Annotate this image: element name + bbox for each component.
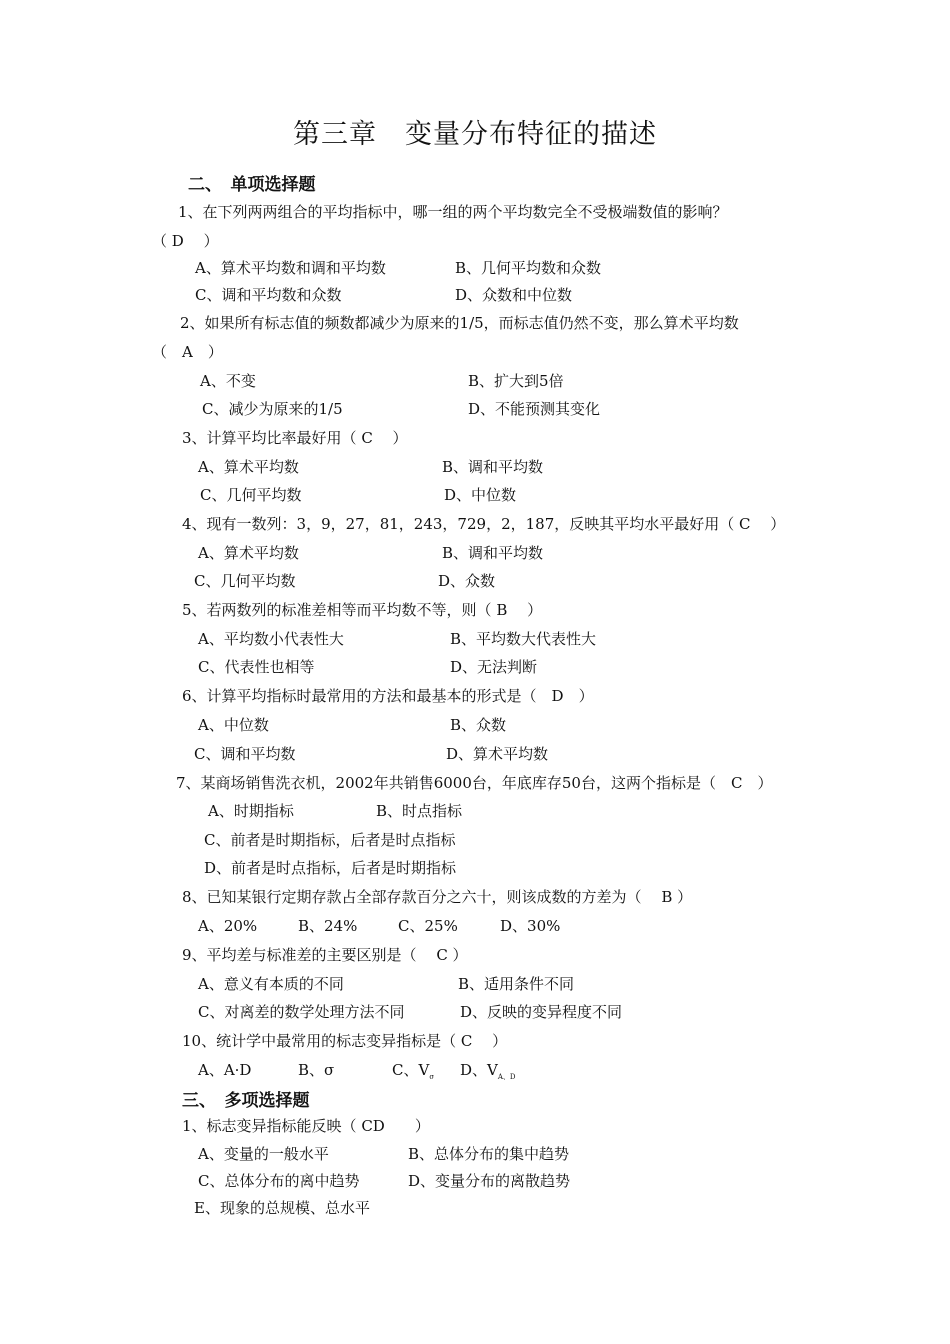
question-2-option-d: D、不能预测其变化 bbox=[468, 400, 601, 418]
question-8-option-a: A、20% bbox=[198, 917, 258, 935]
question-10-option-c-label: C、V bbox=[392, 1061, 430, 1079]
question-2-text: 2、如果所有标志值的频数都减少为原来的1/5，而标志值仍然不变，那么算术平均数 bbox=[180, 314, 739, 332]
question-5-option-a: A、平均数小代表性大 bbox=[198, 630, 344, 648]
question-7-option-c: C、前者是时期指标，后者是时点指标 bbox=[204, 831, 456, 849]
question-7-option-b: B、时点指标 bbox=[376, 802, 463, 820]
question-1-option-d: D、众数和中位数 bbox=[455, 286, 573, 304]
section-heading-single-choice: 二、 单项选择题 bbox=[188, 175, 316, 195]
question-6-text: 6、计算平均指标时最常用的方法和最基本的形式是（ D ） bbox=[182, 687, 594, 705]
question-9-text: 9、平均差与标准差的主要区别是（ C ） bbox=[182, 946, 468, 964]
question-4-option-c: C、几何平均数 bbox=[194, 572, 296, 590]
multi-question-1-option-a: A、变量的一般水平 bbox=[198, 1145, 329, 1163]
question-6-option-c: C、调和平均数 bbox=[194, 745, 296, 763]
question-10-option-c bbox=[392, 1060, 434, 1087]
question-8-option-d: D、30% bbox=[500, 917, 561, 935]
question-8-option-c: C、25% bbox=[398, 917, 458, 935]
question-2-answer: （ A ） bbox=[152, 343, 223, 361]
multi-question-1-text: 1、标志变异指标能反映（ CD ） bbox=[182, 1117, 430, 1135]
question-1-text: 1、在下列两两组合的平均指标中，哪一组的两个平均数完全不受极端数值的影响？ bbox=[178, 203, 728, 221]
question-9-option-c: C、对离差的数学处理方法不同 bbox=[198, 1003, 405, 1021]
question-9-option-d: D、反映的变异程度不同 bbox=[460, 1003, 623, 1021]
chapter-title: 第三章 变量分布特征的描述 bbox=[293, 119, 657, 150]
question-9-option-a: A、意义有本质的不同 bbox=[198, 975, 344, 993]
question-10-option-b: B、σ bbox=[298, 1061, 335, 1079]
question-7-option-a: A、时期指标 bbox=[208, 802, 294, 820]
question-9-option-b: B、适用条件不同 bbox=[458, 975, 575, 993]
question-4-option-d: D、众数 bbox=[438, 572, 496, 590]
question-3-option-a: A、算术平均数 bbox=[198, 458, 299, 476]
question-7-option-d: D、前者是时点指标，后者是时期指标 bbox=[204, 859, 457, 877]
question-5-text: 5、若两数列的标准差相等而平均数不等，则（ B ） bbox=[182, 601, 543, 619]
question-8-text: 8、已知某银行定期存款占全部存款百分之六十，则该成数的方差为（ B ） bbox=[182, 888, 693, 906]
question-10-text: 10、统计学中最常用的标志变异指标是（ C ） bbox=[182, 1032, 508, 1050]
question-10-option-a: A、A·D bbox=[198, 1061, 252, 1079]
question-4-text: 4、现有一数列：3，9，27，81，243，729，2，187，反映其平均水平最好用（ C ） bbox=[182, 515, 786, 533]
question-5-option-b: B、平均数大代表性大 bbox=[450, 630, 597, 648]
question-4-option-a: A、算术平均数 bbox=[198, 544, 299, 562]
question-5-option-d: D、无法判断 bbox=[450, 658, 538, 676]
question-1-option-b: B、几何平均数和众数 bbox=[455, 259, 602, 277]
question-4-option-b: B、调和平均数 bbox=[442, 544, 544, 562]
question-10-option-c-subscript: σ bbox=[429, 1073, 435, 1081]
question-2-option-a: A、不变 bbox=[200, 372, 256, 390]
question-1-option-c: C、调和平均数和众数 bbox=[195, 286, 342, 304]
question-3-option-d: D、中位数 bbox=[444, 486, 517, 504]
question-3-text: 3、计算平均比率最好用（ C ） bbox=[182, 429, 408, 447]
question-3-option-b: B、调和平均数 bbox=[442, 458, 544, 476]
question-7-text: 7、某商场销售洗衣机，2002年共销售6000台，年底库存50台，这两个指标是（ C ） bbox=[176, 774, 773, 792]
multi-question-1-option-d: D、变量分布的离散趋势 bbox=[408, 1172, 571, 1190]
multi-question-1-option-c: C、总体分布的离中趋势 bbox=[198, 1172, 360, 1190]
question-8-option-b: B、24% bbox=[298, 917, 358, 935]
question-5-option-c: C、代表性也相等 bbox=[198, 658, 315, 676]
question-10-option-d bbox=[460, 1060, 516, 1087]
question-2-option-c: C、减少为原来的1/5 bbox=[202, 400, 343, 418]
multi-question-1-option-b: B、总体分布的集中趋势 bbox=[408, 1145, 570, 1163]
question-6-option-d: D、算术平均数 bbox=[446, 745, 549, 763]
section-heading-multiple-choice: 三、 多项选择题 bbox=[182, 1091, 310, 1111]
question-1-option-a: A、算术平均数和调和平均数 bbox=[195, 259, 386, 277]
question-1-answer: （ D ） bbox=[152, 232, 219, 250]
question-10-option-d-subscript: A、D bbox=[497, 1073, 516, 1081]
question-6-option-b: B、众数 bbox=[450, 716, 507, 734]
question-2-option-b: B、扩大到5倍 bbox=[468, 372, 564, 390]
question-6-option-a: A、中位数 bbox=[198, 716, 269, 734]
multi-question-1-option-e: E、现象的总规模、总水平 bbox=[194, 1199, 370, 1217]
question-10-option-d-label: D、V bbox=[460, 1061, 498, 1079]
question-3-option-c: C、几何平均数 bbox=[200, 486, 302, 504]
